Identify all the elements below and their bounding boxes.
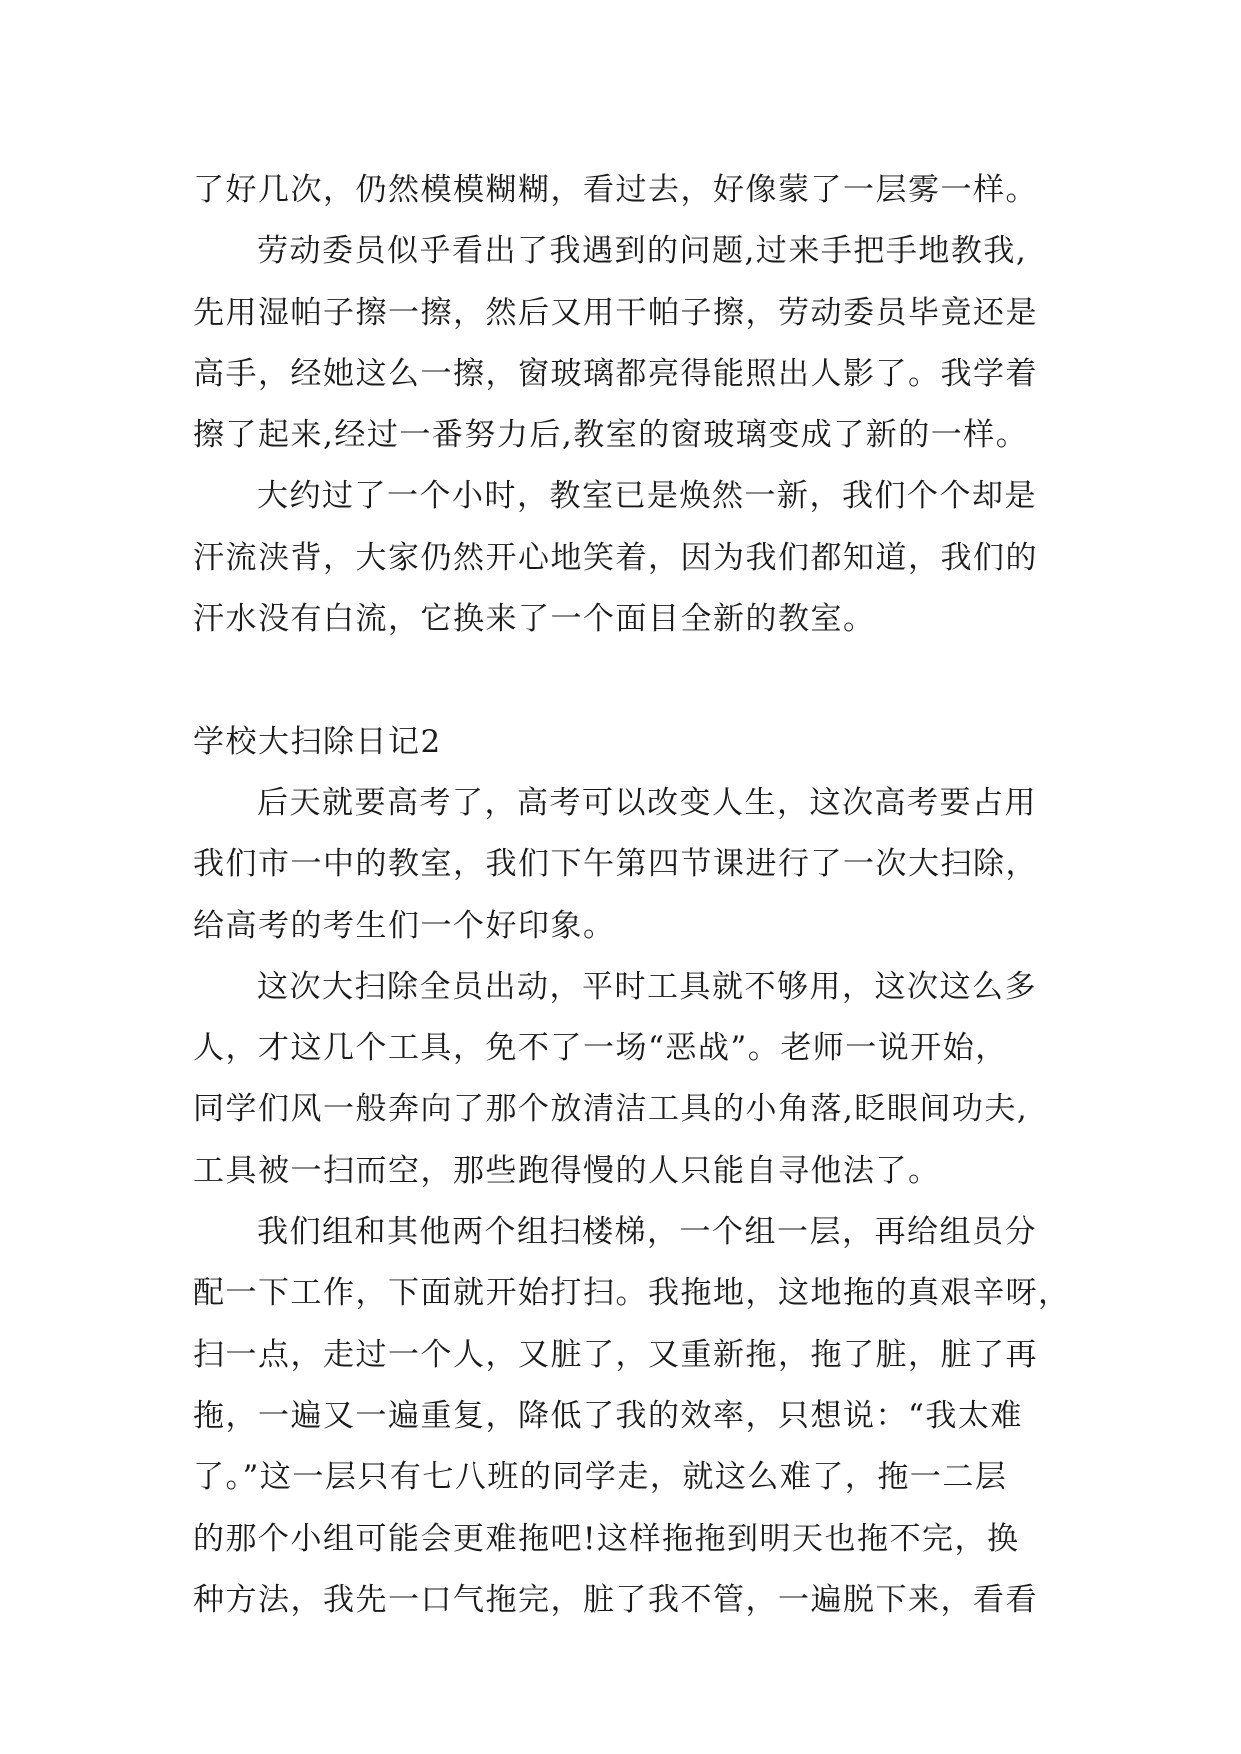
text-line: 高手，经她这么一擦，窗玻璃都亮得能照出人影了。我学着: [193, 355, 1038, 392]
paragraph-start-line: 我们组和其他两个组扫楼梯，一个组一层，再给组员分: [257, 1214, 1037, 1251]
document-body: [193, 160, 1093, 1631]
text-line: 拖，一遍又一遍重复，降低了我的效率，只想说：“我太难: [193, 1397, 1023, 1434]
text-line: 扫一点，走过一个人，又脏了，又重新拖，拖了脏，脏了再: [193, 1336, 1038, 1373]
text-line: 工具被一扫而空，那些跑得慢的人只能自寻他法了。: [193, 1152, 941, 1189]
paragraph-start-line: 后天就要高考了，高考可以改变人生，这次高考要占用: [257, 784, 1037, 821]
text-line: 种方法，我先一口气拖完，脏了我不管，一遍脱下来，看看: [193, 1581, 1038, 1618]
paragraph-start-line: 大约过了一个小时，教室已是焕然一新，我们个个却是: [257, 478, 1037, 515]
text-line: 给高考的考生们一个好印象。: [193, 907, 616, 944]
text-line: 同学们风一般奔向了那个放清洁工具的小角落,眨眼间功夫,: [193, 1091, 1029, 1128]
text-line: 配一下工作，下面就开始打扫。我拖地，这地拖的真艰辛呀，: [193, 1275, 1071, 1312]
text-line: 汗水没有白流，它换来了一个面目全新的教室。: [193, 601, 876, 638]
text-line: 了好几次，仍然模模糊糊，看过去，好像蒙了一层雾一样。: [193, 172, 1038, 208]
section-title: 学校大扫除日记2: [193, 723, 442, 760]
text-line: 擦了起来,经过一番努力后,教室的窗玻璃变成了新的一样。: [193, 417, 1029, 454]
blank-line: [193, 650, 1093, 711]
text-line: 汗流浃背，大家仍然开心地笑着，因为我们都知道，我们的: [193, 539, 1038, 576]
text-line: 人，才这几个工具，免不了一场“恶战”。老师一说开始，: [193, 1030, 1008, 1067]
text-line: 先用湿帕子擦一擦，然后又用干帕子擦，劳动委员毕竟还是: [193, 294, 1038, 331]
paragraph-start-line: 这次大扫除全员出动，平时工具就不够用，这次这么多: [257, 968, 1037, 1005]
text-line: 了。”这一层只有七八班的同学走，就这么难了，拖一二层: [193, 1459, 1008, 1496]
text-line: 的那个小组可能会更难拖吧!这样拖拖到明天也拖不完，换: [193, 1520, 1020, 1557]
paragraph-start-line: 劳动委员似乎看出了我遇到的问题,过来手把手地教我,: [257, 233, 1028, 270]
text-line: 我们市一中的教室，我们下午第四节课进行了一次大扫除，: [193, 846, 1038, 883]
